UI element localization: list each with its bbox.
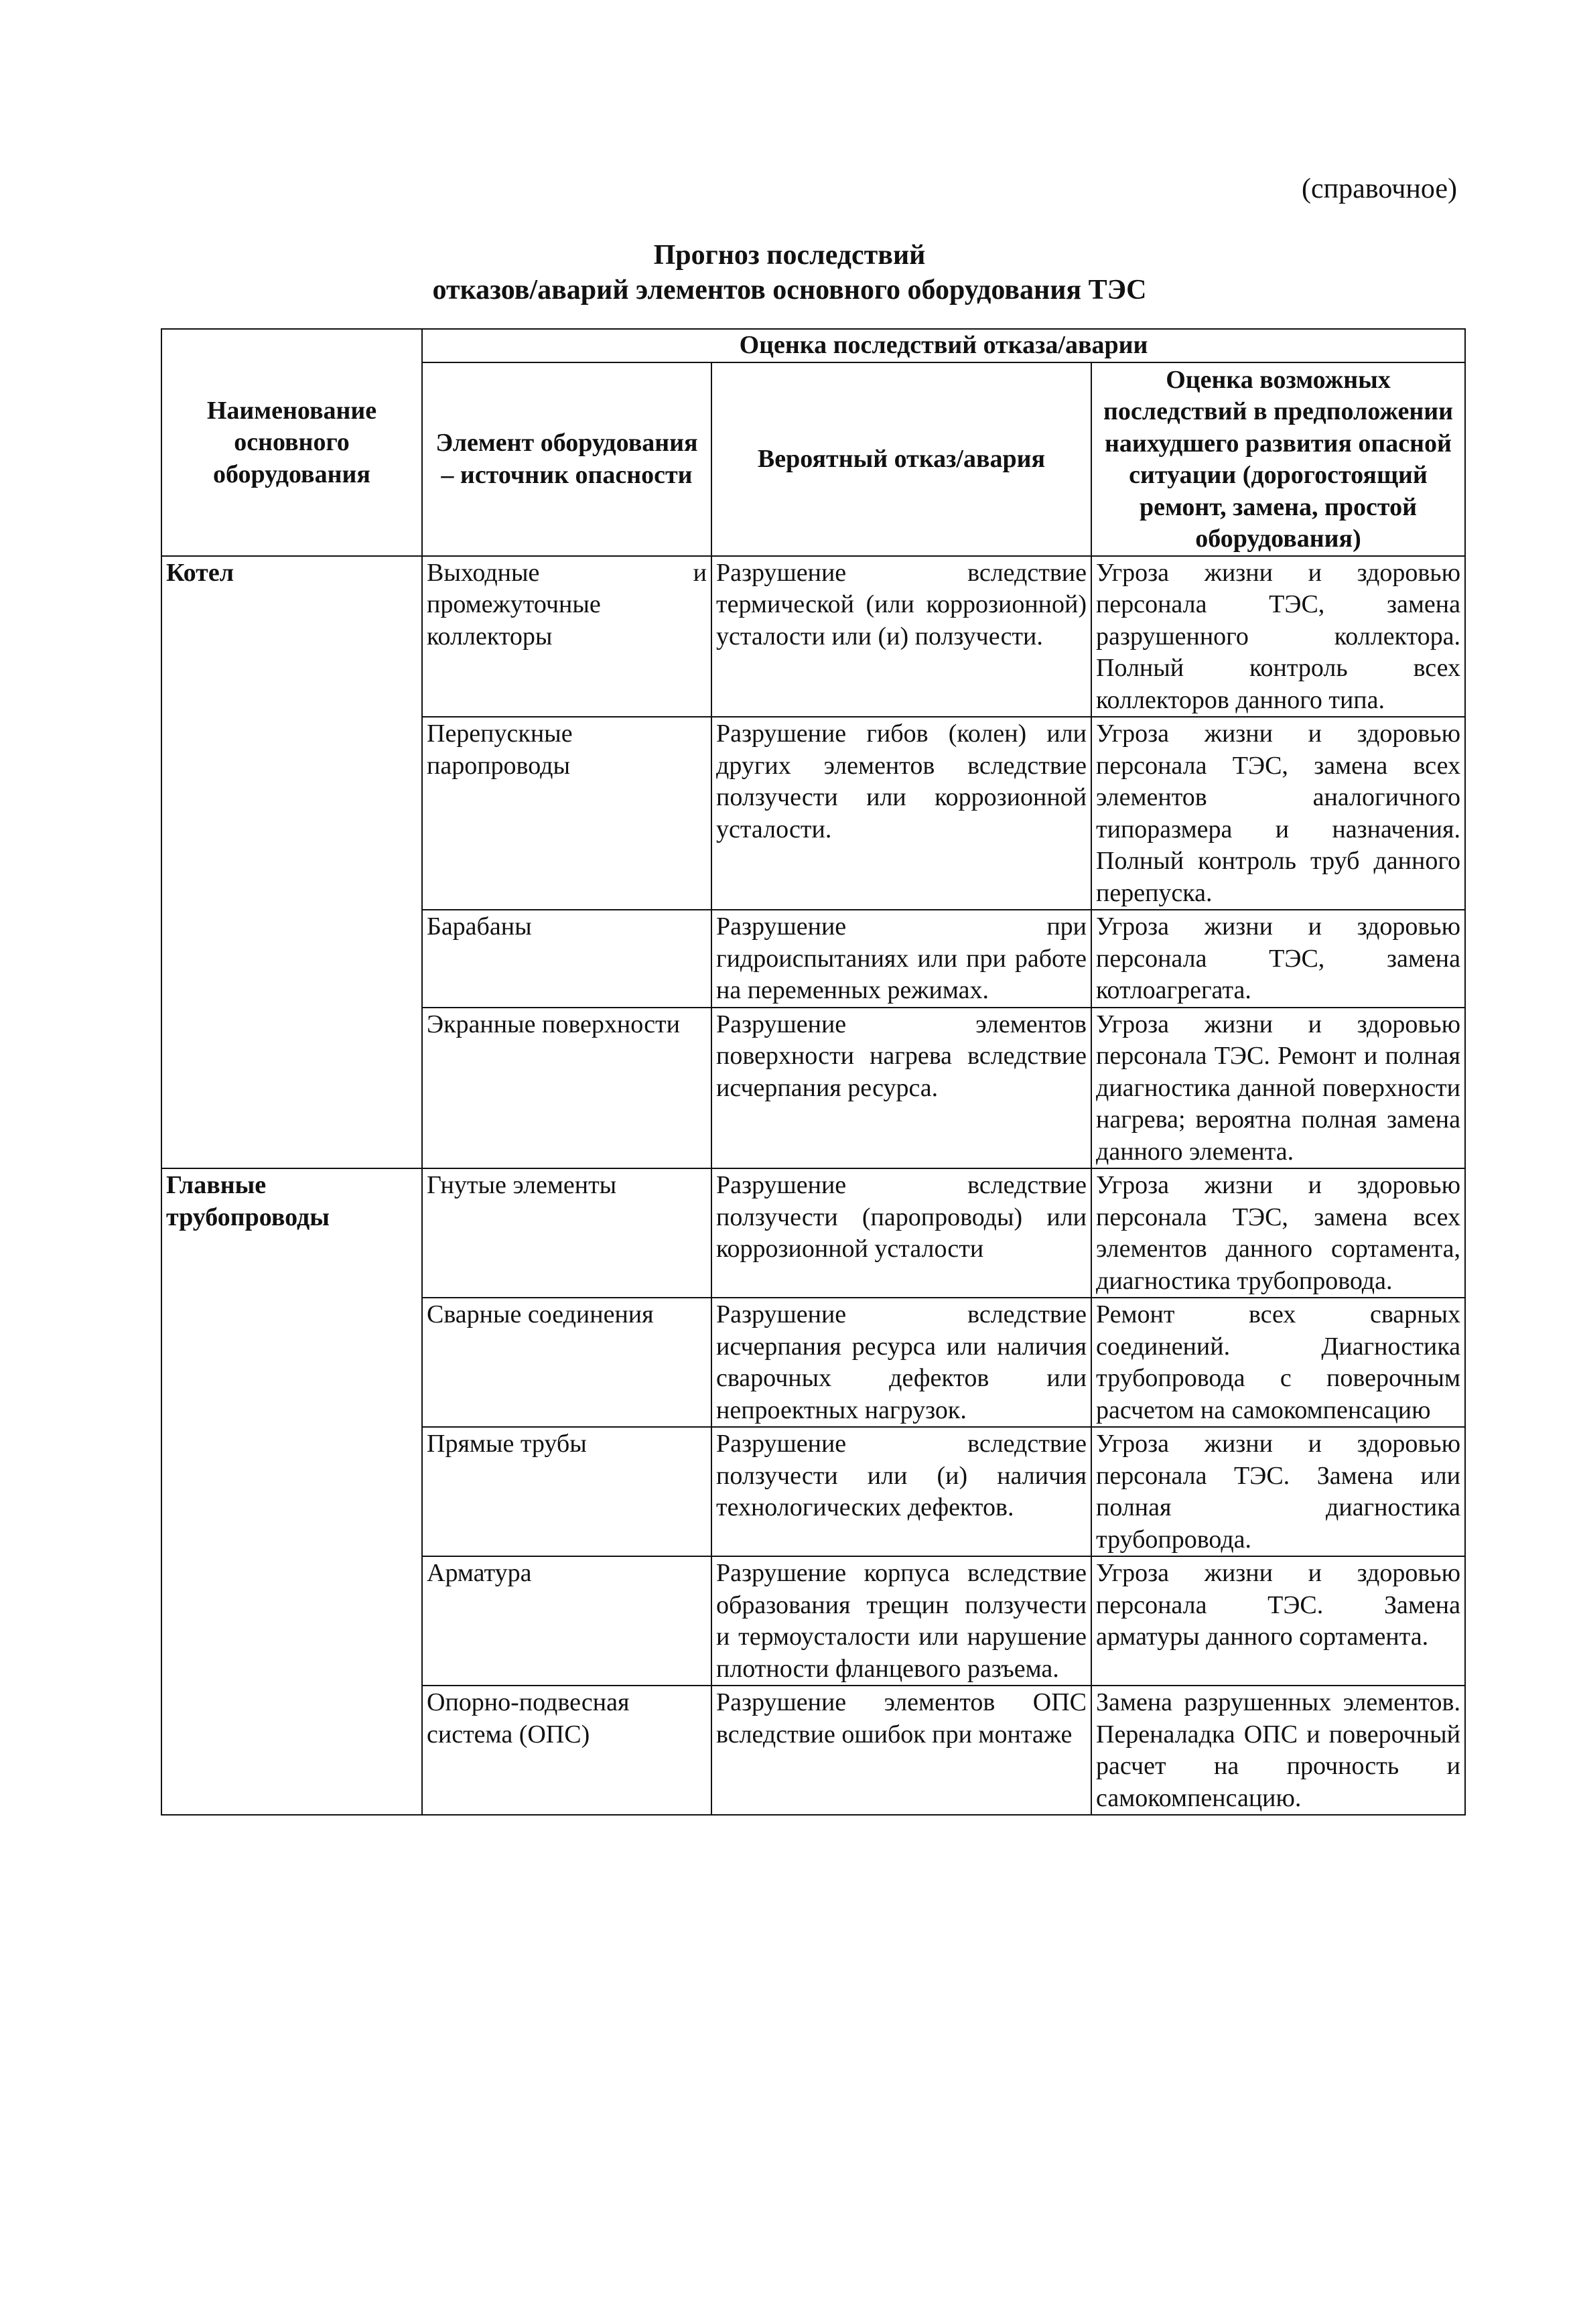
header-element: Элемент оборудования – источник опасности — [422, 362, 711, 556]
header-group: Оценка последствий отказа/аварии — [422, 329, 1465, 362]
header-failure: Вероятный отказ/авария — [711, 362, 1091, 556]
element-cell: Прямые трубы — [422, 1427, 711, 1556]
element-cell: Сварные соединения — [422, 1298, 711, 1427]
consequences-table — [161, 328, 1466, 1816]
consequence-cell: Угроза жизни и здоровью персонала ТЭС. Замена или полная диагностика трубопровода. — [1091, 1427, 1465, 1556]
element-cell: Гнутые элементы — [422, 1168, 711, 1298]
table-row — [161, 1168, 1465, 1298]
element-cell: Перепускные паропроводы — [422, 717, 711, 910]
failure-cell: Разрушение вследствие ползучести или (и) наличия технологических дефектов. — [711, 1427, 1091, 1556]
element-cell: Выходные и промежуточные коллекторы — [422, 556, 711, 717]
consequence-cell: Угроза жизни и здоровью персонала ТЭС, замена разрушенного коллектора. Полный контроль всех коллекторов данного типа. — [1091, 556, 1465, 717]
header-consequence: Оценка возможных последствий в предположении наихудшего развития опасной ситуации (дорогостоящий ремонт, замена, простой оборудования) — [1091, 362, 1465, 556]
consequence-cell: Угроза жизни и здоровью персонала ТЭС. Ремонт и полная диагностика данной поверхности нагрева; вероятна полная замена данного элемента. — [1091, 1008, 1465, 1169]
header-equipment: Наименование основного оборудования — [161, 329, 422, 556]
element-cell: Барабаны — [422, 910, 711, 1008]
title-line-1: Прогноз последствий — [653, 240, 926, 271]
failure-cell: Разрушение при гидроиспытаниях или при работе на переменных режимах. — [711, 910, 1091, 1008]
consequence-cell: Угроза жизни и здоровью персонала ТЭС. Замена арматуры данного сортамента. — [1091, 1556, 1465, 1686]
consequence-cell: Ремонт всех сварных соединений. Диагностика трубопровода с поверочным расчетом на самокомпенсацию — [1091, 1298, 1465, 1427]
failure-cell: Разрушение элементов ОПС вследствие ошибок при монтаже — [711, 1686, 1091, 1815]
consequence-cell: Замена разрушенных элементов. Переналадка ОПС и поверочный расчет на прочность и самокомпенсацию. — [1091, 1686, 1465, 1815]
consequence-cell: Угроза жизни и здоровью персонала ТЭС, замена котлоагрегата. — [1091, 910, 1465, 1008]
page-title — [0, 238, 1579, 307]
failure-cell: Разрушение гибов (колен) или других элементов вследствие ползучести или коррозионной усталости. — [711, 717, 1091, 910]
failure-cell: Разрушение вследствие исчерпания ресурса или наличия сварочных дефектов или непроектных нагрузок. — [711, 1298, 1091, 1427]
failure-cell: Разрушение вследствие термической (или коррозионной) усталости или (и) ползучести. — [711, 556, 1091, 717]
equipment-cell: Главные трубопроводы — [161, 1168, 422, 1815]
failure-cell: Разрушение вследствие ползучести (паропроводы) или коррозионной усталости — [711, 1168, 1091, 1298]
title-line-2: отказов/аварий элементов основного оборудования ТЭС — [432, 275, 1147, 305]
element-cell: Экранные поверхности — [422, 1008, 711, 1169]
element-cell: Арматура — [422, 1556, 711, 1686]
consequence-cell: Угроза жизни и здоровью персонала ТЭС, замена всех элементов данного сортамента, диагностика трубопровода. — [1091, 1168, 1465, 1298]
element-cell: Опорно-подвесная система (ОПС) — [422, 1686, 711, 1815]
failure-cell: Разрушение элементов поверхности нагрева вследствие исчерпания ресурса. — [711, 1008, 1091, 1169]
equipment-cell: Котел — [161, 556, 422, 1169]
table-row — [161, 556, 1465, 717]
consequence-cell: Угроза жизни и здоровью персонала ТЭС, замена всех элементов аналогичного типоразмера и назначения. Полный контроль труб данного перепуска. — [1091, 717, 1465, 910]
header-row-1 — [161, 329, 1465, 362]
failure-cell: Разрушение корпуса вследствие образования трещин ползучести и термоусталости или нарушение плотности фланцевого разъема. — [711, 1556, 1091, 1686]
reference-note: (справочное) — [1302, 174, 1457, 204]
